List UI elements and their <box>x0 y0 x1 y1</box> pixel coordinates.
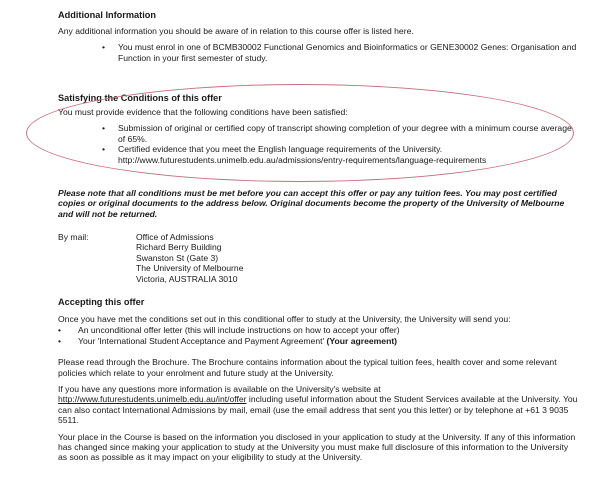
questions-text-continued: including useful information about the Student Services available at the University. You can also contact International Admissions by mail, email (use the email address that sent you this letter) or by telephone at +61 3 9035 5511. <box>58 394 578 426</box>
notice-text: Please note that all conditions must be met before you can accept this offer or pay any tuition fees. You may post certified copies or original documents to the address below. Original documents become the property of the University of Melbourne and will not be returned. <box>58 188 565 219</box>
conditions-list <box>58 123 578 165</box>
additional-information-list <box>58 42 578 63</box>
mail-address-block <box>58 232 578 284</box>
list-item-bold-text: (Your agreement) <box>326 335 398 346</box>
accepting-section <box>58 297 578 463</box>
accepting-heading: Accepting this offer <box>58 297 145 307</box>
additional-information-section <box>58 10 578 63</box>
offer-info-link[interactable]: http://www.futurestudents.unimelb.edu.au/int/offer <box>58 394 247 405</box>
questions-paragraph <box>58 384 578 426</box>
list-item-text: An unconditional offer letter (this will include instructions on how to accept your offer) <box>78 325 400 336</box>
list-item-text: You must enrol in one of BCMB30002 Functional Genomics and Bioinformatics or GENE30002 Genes: Organisation and Function in your first semester of study. <box>118 42 577 63</box>
address-lines <box>136 232 243 284</box>
list-item <box>58 325 578 335</box>
mail-label: By mail: <box>58 232 89 242</box>
bullet-icon: • <box>102 144 106 155</box>
brochure-paragraph: Please read through the Brochure. The Brochure contains information about the typical tuition fees, health cover and some relevant policies which relate to your enrolment and future study at the University. <box>58 357 557 378</box>
list-item-text: Certified evidence that you meet the English language requirements of the University. http://www.futurestudents.unimelb.edu.au/admissions/entry-requirements/language-requirements <box>118 144 487 165</box>
bullet-icon: • <box>102 42 106 53</box>
accepting-list <box>58 325 578 346</box>
bullet-icon: • <box>102 123 106 134</box>
accepting-intro: Once you have met the conditions set out in this conditional offer to study at the University, the University will send you: <box>58 314 511 324</box>
questions-text: If you have any questions more information is available on the University's website at <box>58 384 381 395</box>
list-item <box>58 42 578 63</box>
conditions-notice <box>58 188 578 219</box>
additional-information-heading: Additional Information <box>58 10 156 20</box>
conditions-heading: Satisfying the Conditions of this offer <box>58 93 222 103</box>
list-item <box>58 123 578 144</box>
list-item <box>58 144 578 165</box>
list-item <box>58 336 578 346</box>
address-line: Swanston St (Gate 3) <box>136 252 219 263</box>
mail-address <box>58 232 578 284</box>
address-line: The University of Melbourne <box>136 263 244 274</box>
address-line: Victoria, AUSTRALIA 3010 <box>136 273 238 284</box>
additional-information-intro: Any additional information you should be aware of in relation to this course offer is listed here. <box>58 26 414 36</box>
conditions-section <box>58 93 578 165</box>
list-item-text: Your 'International Student Acceptance and Payment Agreement' <box>78 335 327 346</box>
address-line: Richard Berry Building <box>136 242 222 253</box>
bullet-icon: • <box>58 335 62 346</box>
conditions-intro: You must provide evidence that the following conditions have been satisfied: <box>58 107 348 117</box>
address-line: Office of Admissions <box>136 232 214 242</box>
bullet-icon: • <box>58 325 62 336</box>
list-item-text: Submission of original or certified copy of transcript showing completion of your degree with a minimum course average of 65%. <box>118 123 572 144</box>
place-paragraph: Your place in the Course is based on the information you disclosed in your application to study at the University. If any of this information has changed since making your application to study at the University you must make full disclosure of this information to the University as soon as possible as it may impact on your eligibility to study at the University. <box>58 431 576 463</box>
